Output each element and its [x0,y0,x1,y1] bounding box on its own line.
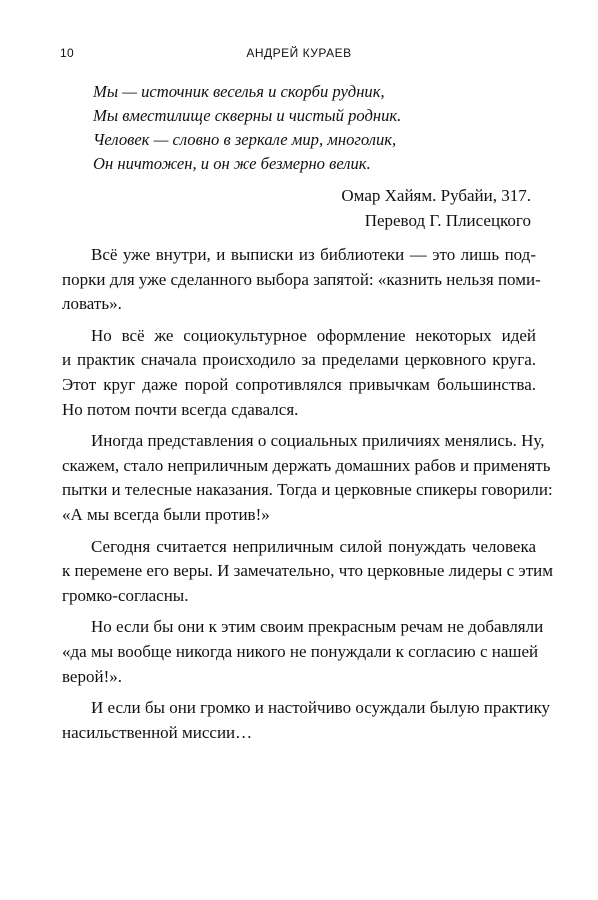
text-line: и практик сначала происходило за пределами церковного круга. [62,350,536,370]
text-line: насильственной миссии… [62,722,253,742]
text-line: Этот круг даже порой сопротивлялся привычкам большинства. [62,374,536,394]
text-line: верой!». [62,666,122,686]
text-line: Сегодня считается неприличным силой понуждать человека [91,536,536,556]
text-line: «А мы всегда были против!» [62,504,270,524]
paragraph [62,324,536,422]
text-line: Иногда представления о социальных приличиях менялись. Ну, [91,431,545,451]
text-line: ловать». [62,294,122,314]
running-head: АНДРЕЙ КУРАЕВ [246,46,352,60]
paragraph [62,696,551,745]
page-number: 10 [60,46,74,60]
text-line: Но если бы они к этим своим прекрасным речам не добавляли [91,617,544,637]
text-line: Всё уже внутри, и выписки из библиотеки — это лишь под- [91,245,536,264]
text-line: Но всё же социокультурное оформление некоторых идей [91,325,536,345]
text-line: И если бы они громко и настойчиво осуждали былую практику [91,698,551,718]
epigraph-line: Мы вместилище скверны и чистый родник. [93,106,402,125]
attribution-translator: Перевод Г. Плисецкого [364,211,531,230]
text-line: пытки и телесные наказания. Тогда и церковные спикеры говорили: [62,480,553,500]
attribution-source: Омар Хайям. Рубайи, 317. [341,186,531,205]
epigraph-line: Человек — словно в зеркале мир, многолик, [93,130,397,149]
text-line: порки для уже сделанного выбора запятой: «казнить нельзя поми- [62,269,541,289]
epigraph [93,80,401,176]
epigraph-line: Мы — источник веселья и скорби рудник, [93,82,385,101]
text-line: скажем, стало неприличным держать домашних рабов и применять [62,455,551,475]
body-text [62,243,553,752]
text-line: к перемене его веры. И замечательно, что церковные лидеры с этим [62,561,553,581]
paragraph [62,615,544,689]
epigraph-attribution [341,183,531,233]
text-line: громко-согласны. [62,585,189,605]
paragraph [62,429,553,527]
text-line: «да мы вообще никогда никого не понуждали к согласию с нашей [62,641,539,661]
paragraph [62,535,553,609]
text-line: Но потом почти всегда сдавался. [62,399,299,419]
paragraph [62,243,541,317]
epigraph-line: Он ничтожен, и он же безмерно велик. [93,154,371,173]
